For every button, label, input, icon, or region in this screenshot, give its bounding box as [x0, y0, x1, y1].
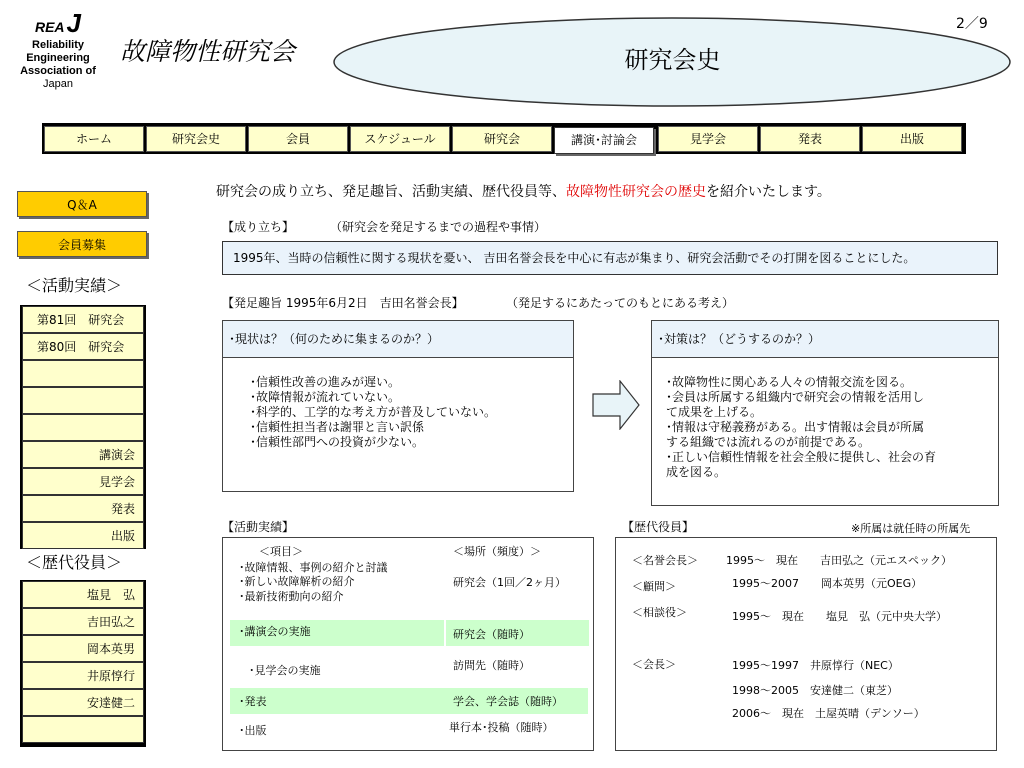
sidebar-item-meeting-81[interactable]: 第81回 研究会 — [22, 306, 144, 333]
sidebar-officer-yoshida[interactable]: 吉田弘之 — [22, 608, 144, 635]
nav-lectures[interactable]: 講演･討論会 — [554, 127, 654, 154]
logo-line3: Association of — [20, 65, 96, 77]
measure-panel — [651, 320, 999, 506]
nav-history[interactable]: 研究会史 — [146, 126, 246, 152]
activity-place: 研究会（随時） — [453, 628, 530, 641]
site-title: 故障物性研究会 — [120, 37, 296, 66]
measure-item: ･会員は所属する組織内で研究会の情報を活用し — [666, 390, 925, 404]
sidebar-item-meeting-80[interactable]: 第80回 研究会 — [22, 333, 144, 360]
activity-item: ･講演会の実施 — [239, 625, 311, 638]
sidebar-officer-adachi[interactable]: 安達健二 — [22, 689, 144, 716]
activity-item: ･見学会の実施 — [249, 664, 321, 677]
sidebar-item-lectures[interactable]: 講演会 — [22, 441, 144, 468]
nav-home[interactable]: ホーム — [44, 126, 144, 152]
activity-place: 訪問先（随時） — [453, 659, 530, 672]
sidebar-item-empty-3 — [22, 414, 144, 441]
founding-sublabel: （発足するにあたってのもとにある考え） — [506, 296, 735, 310]
activities-col-item: ＜項目＞ — [259, 545, 303, 558]
origin-sublabel: （研究会を発足するまでの過程や事情） — [330, 220, 547, 234]
counselor-entry: 1995～ 現在 塩見 弘（元中央大学） — [732, 610, 947, 623]
nav-meetings[interactable]: 研究会 — [452, 126, 552, 152]
measure-item: 成を図る。 — [666, 465, 727, 479]
page-heading: 研究会史 — [624, 46, 721, 74]
sidebar-officer-empty — [22, 716, 144, 743]
advisor-label: ＜顧問＞ — [632, 580, 676, 593]
sidebar-officer-shiomi[interactable]: 塩見 弘 — [22, 581, 144, 608]
activities-heading: ＜活動実績＞ — [26, 276, 123, 295]
status-panel-head: ･現状は？（何のために集まるのか？） — [223, 321, 573, 358]
nav-tours[interactable]: 見学会 — [658, 126, 758, 152]
officers-note: ※所属は就任時の所属先 — [851, 522, 971, 535]
logo-line1: Reliability — [32, 39, 84, 51]
recruit-button[interactable]: 会員募集 — [17, 231, 147, 257]
measure-item: する組織では流れるのが前提である。 — [666, 435, 871, 449]
activity-item: ･出版 — [239, 724, 267, 737]
sidebar-officer-okamoto[interactable]: 岡本英男 — [22, 635, 144, 662]
advisor-entry: 1995～2007 岡本英男（元OEG） — [732, 577, 923, 590]
status-panel — [222, 320, 574, 492]
president-entry: 1998～2005 安達健二（東芝） — [732, 684, 898, 697]
logo — [8, 8, 108, 100]
page-number: 2／9 — [956, 16, 988, 32]
nav-publications[interactable]: 出版 — [862, 126, 962, 152]
honorary-label: ＜名誉会長＞ — [632, 554, 698, 567]
qa-button[interactable]: Q＆A — [17, 191, 147, 217]
nav-presentations[interactable]: 発表 — [760, 126, 860, 152]
measure-panel-head: ･対策は？（どうするのか？） — [652, 321, 998, 358]
president-entry: 2006～ 現在 土屋英晴（デンソー） — [732, 707, 925, 720]
sidebar-item-publications[interactable]: 出版 — [22, 522, 144, 549]
counselor-label: ＜相談役＞ — [632, 606, 687, 619]
status-list — [223, 358, 573, 450]
status-item: ･故障情報が流れていない。 — [250, 390, 401, 404]
activities-label: 【活動実績】 — [222, 520, 295, 534]
president-entry: 1995～1997 井原惇行（NEC） — [732, 659, 899, 672]
activity-item: ･最新技術動向の紹介 — [239, 590, 344, 603]
intro-after: を紹介いたします。 — [706, 184, 831, 200]
measure-list — [652, 358, 998, 480]
president-label: ＜会長＞ — [632, 658, 676, 671]
activity-place: 研究会（1回／2ヶ月） — [453, 576, 566, 589]
officers-label: 【歴代役員】 — [622, 520, 695, 534]
activities-col-place: ＜場所（頻度）＞ — [453, 545, 541, 558]
logo-rea: REA — [34, 19, 65, 35]
measure-item: て成果を上げる。 — [666, 405, 763, 419]
measure-item: ･情報は守秘義務がある。出す情報は会員が所属 — [666, 420, 925, 434]
status-item: ･信頼性担当者は謝罪と言い訳係 — [250, 420, 425, 434]
officers-heading: ＜歴代役員＞ — [26, 553, 123, 572]
sidebar-item-presentations[interactable]: 発表 — [22, 495, 144, 522]
activity-item: ･故障情報、事例の紹介と討議 — [239, 561, 388, 574]
origin-box: 1995年、当時の信頼性に関する現状を憂い、 吉田名誉会長を中心に有志が集まり、研究会活動でその打開を図ることにした。 — [222, 241, 998, 275]
activity-item: ･発表 — [239, 695, 267, 708]
logo-line2: Engineering — [26, 52, 90, 64]
sidebar-item-empty-2 — [22, 387, 144, 414]
origin-label: 【成り立ち】 — [222, 220, 295, 234]
logo-j: J — [66, 8, 82, 38]
activity-item: ･新しい故障解析の紹介 — [239, 575, 355, 588]
intro-highlight: 故障物性研究会の歴史 — [566, 184, 706, 200]
status-item: ･信頼性改善の進みが遅い。 — [250, 375, 401, 389]
sidebar-item-tours[interactable]: 見学会 — [22, 468, 144, 495]
founding-label: 【発足趣旨 1995年6月2日 吉田名誉会長】 — [222, 296, 464, 310]
measure-item: ･故障物性に関心ある人々の情報交流を図る。 — [666, 375, 913, 389]
sidebar-item-empty-1 — [22, 360, 144, 387]
officers-box — [615, 537, 997, 751]
activity-place: 単行本･投稿（随時） — [449, 721, 554, 734]
status-item: ･信頼性部門への投資が少ない。 — [250, 435, 425, 449]
nav-schedule[interactable]: スケジュール — [350, 126, 450, 152]
sidebar-officer-ihara[interactable]: 井原惇行 — [22, 662, 144, 689]
activity-place: 学会、学会誌（随時） — [453, 695, 563, 708]
status-item: ･科学的、工学的な考え方が普及していない。 — [250, 405, 497, 419]
intro-text — [216, 181, 831, 201]
honorary-entry: 1995～ 現在 吉田弘之（元エスペック） — [726, 554, 952, 567]
activities-box — [222, 537, 594, 751]
measure-item: ･正しい信頼性情報を社会全般に提供し、社会の育 — [666, 450, 937, 464]
logo-line4: Japan — [43, 78, 73, 90]
right-arrow-icon — [592, 380, 640, 430]
intro-before: 研究会の成り立ち、発足趣旨、活動実績、歴代役員等、 — [216, 184, 566, 200]
nav-members[interactable]: 会員 — [248, 126, 348, 152]
